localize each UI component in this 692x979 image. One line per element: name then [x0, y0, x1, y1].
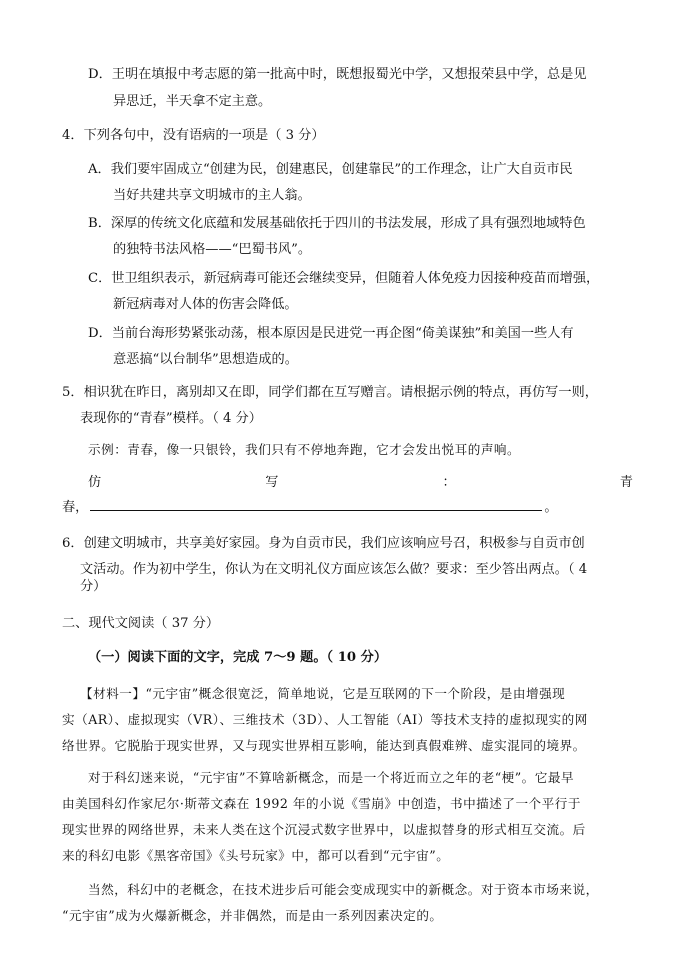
passage-p3-line1: 当然，科幻中的老概念，在技术进步后可能会变成现实中的新概念。对于资本市场来说，	[88, 882, 599, 897]
q5-answer-blank[interactable]	[90, 497, 542, 511]
passage-p1-line3: 络世界。它脱胎于现实世界，又与现实世界相互影响，能达到真假难辨、虚实混同的境界。	[62, 738, 586, 753]
q5-example: 示例：青春，像一只银铃，我们只有不停地奔跑，它才会发出悦耳的声响。	[88, 442, 521, 457]
passage-p2-line4: 来的科幻电影《黑客帝国》《头号玩家》中，都可以看到“元宇宙”。	[62, 848, 450, 863]
q6-line1: 6．创建文明城市，共享美好家园。身为自贡市民，我们应该响应号召，积极参与自贡市创	[62, 536, 585, 551]
q5-blank-prefix: 春，	[62, 500, 89, 515]
q5-blank-char: 青	[619, 475, 633, 490]
passage-p2-line1: 对于科幻迷来说，“元宇宙”不算啥新概念，而是一个将近而立之年的老“梗”。它最早	[88, 770, 575, 785]
q4-option-d-line1: D．当前台海形势紧张动荡，根本原因是民进党一再企图“倚美谋独”和美国一些人有	[88, 326, 574, 341]
passage-p1-line2: 实（AR）、虚拟现实（VR）、三维技术（3D）、人工智能（AI）等技术支持的虚拟现实的网	[62, 712, 588, 727]
q5-blank-label-row	[88, 474, 633, 492]
q5-stem-line2: 表现你的“青春”模样。（ 4 分）	[80, 411, 262, 426]
q4-option-d-line2: 意恶搞“以台制华”思想造成的。	[113, 352, 298, 367]
passage-p1-line1: 【材料一】“元宇宙”概念很宽泛，简单地说，它是互联网的下一个阶段，是由增强现	[80, 686, 566, 701]
q4-option-b-line1: B．深厚的传统文化底蕴和发展基础依托于四川的书法发展，形成了具有强烈地域特色	[88, 216, 586, 231]
q5-blank-char: 写	[265, 475, 279, 490]
section2-heading: 二、现代文阅读（ 37 分）	[62, 616, 220, 631]
q5-stem-line1: 5．相识犹在昨日，离别却又在即，同学们都在互写赠言。请根据示例的特点，再仿写一则，	[62, 385, 598, 400]
q4-option-a-line2: 当好共建共享文明城市的主人翁。	[113, 188, 311, 203]
q5-blank-char: ：	[442, 475, 456, 490]
q5-answer-row	[62, 497, 558, 517]
q3-option-d-line1: D．王明在填报中考志愿的第一批高中时，既想报蜀光中学，又想报荣县中学，总是见	[88, 67, 587, 82]
q3-option-d-line2: 异思迁，半天拿不定主意。	[113, 94, 272, 109]
passage-p2-line3: 现实世界的网络世界，未来人类在这个沉浸式数字世界中，以虚拟替身的形式相互交流。后	[62, 822, 586, 837]
passage-p2-line2: 由美国科幻作家尼尔·斯蒂文森在 1992 年的小说《雪崩》中创造，书中描述了一个平行于	[62, 796, 581, 811]
q4-option-c-line1: C．世卫组织表示，新冠病毒可能还会继续变异，但随着人体免疫力因接种疫苗而增强，	[88, 271, 600, 286]
q5-blank-suffix: 。	[544, 500, 558, 515]
q6-line2: 文活动。作为初中学生，你认为在文明礼仪方面应该怎么做？要求：至少答出两点。（ 4	[80, 562, 588, 577]
q6-line3: 分）	[80, 579, 107, 594]
q4-option-b-line2: 的独特书法风格——“巴蜀书风”。	[113, 242, 312, 257]
q4-option-c-line2: 新冠病毒对人体的伤害会降低。	[113, 297, 298, 312]
q4-option-a-line1: A．我们要牢固成立“创建为民，创建惠民，创建靠民”的工作理念，让广大自贡市民	[88, 162, 573, 177]
passage-p3-line2: “元宇宙”成为火爆新概念，并非偶然，而是由一系列因素决定的。	[62, 908, 443, 923]
q5-blank-char: 仿	[88, 475, 102, 490]
section2-sub-heading: （一）阅读下面的文字，完成 7～9 题。（ 10 分）	[88, 650, 388, 665]
q4-stem: 4．下列各句中，没有语病的一项是（ 3 分）	[62, 128, 325, 143]
